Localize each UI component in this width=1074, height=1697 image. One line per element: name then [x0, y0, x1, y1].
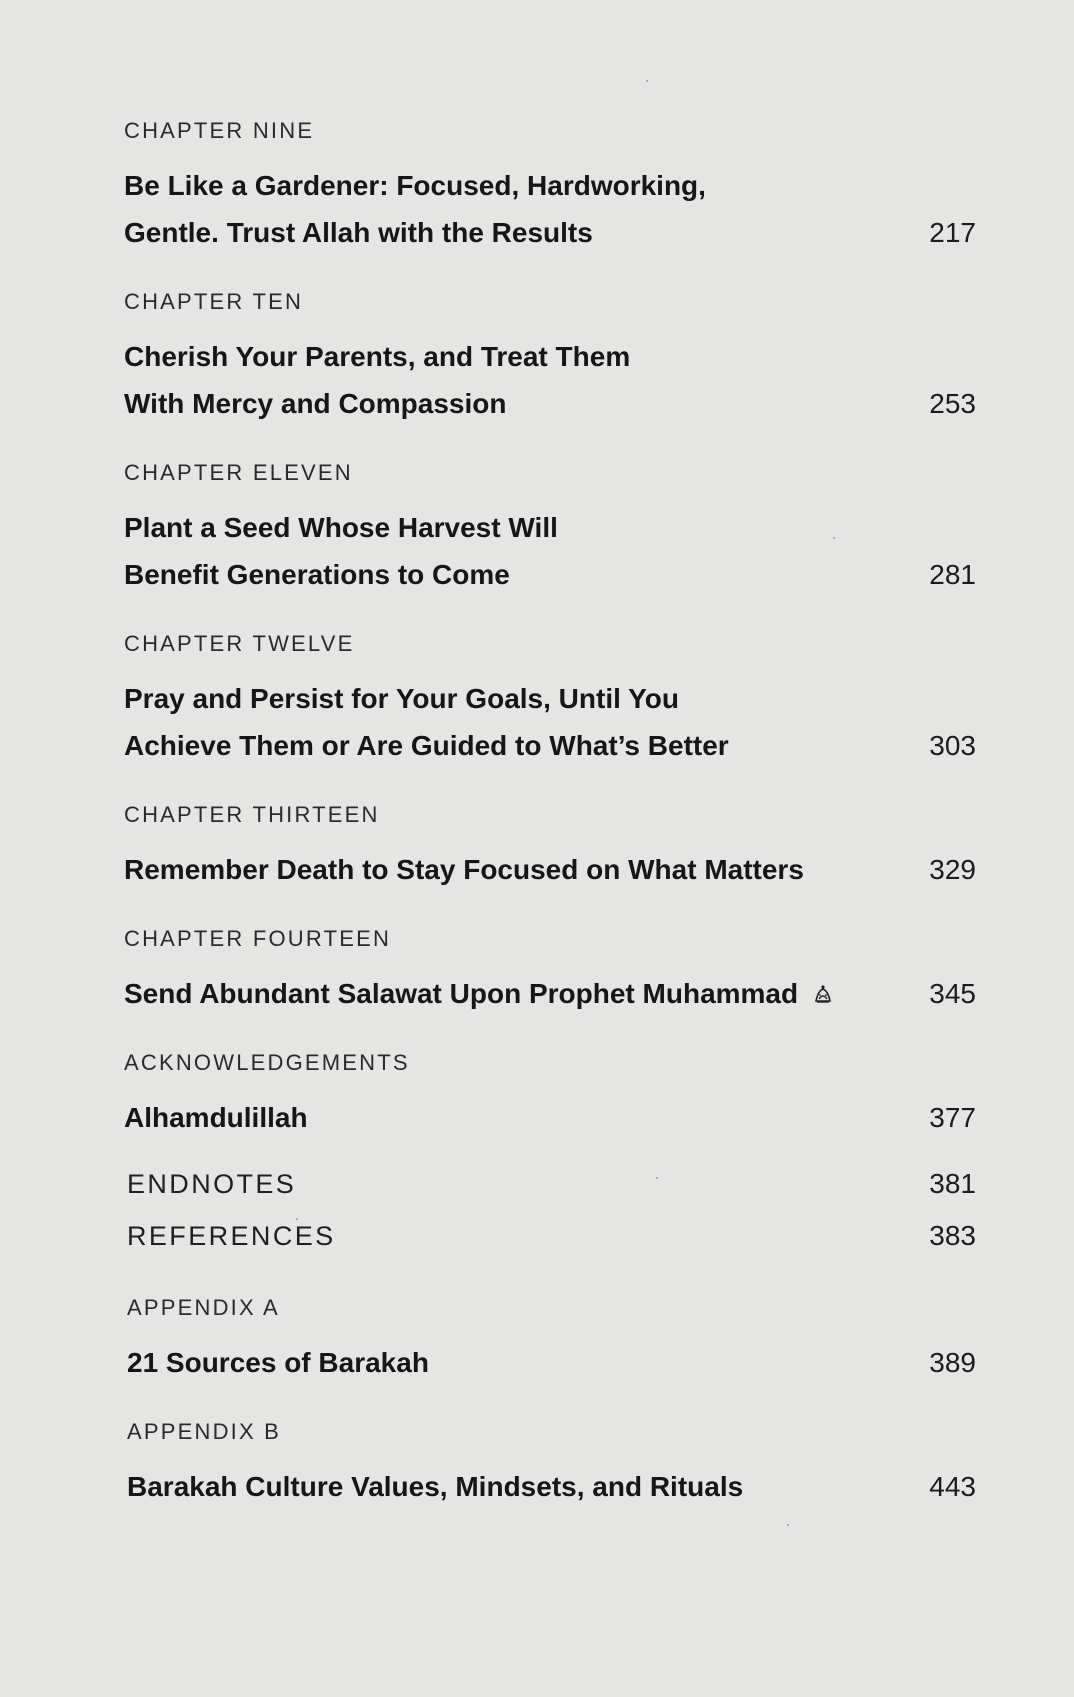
chapter-title-text: Be Like a Gardener: Focused, Hardworking,: [124, 170, 706, 201]
toc-entry-chapter-ten: [124, 287, 976, 427]
toc-entry-appendix-b: [127, 1417, 976, 1510]
section-title-text: Alhamdulillah: [124, 1102, 308, 1133]
toc-entry-chapter-fourteen: [124, 924, 976, 1017]
toc-entry-endnotes: [127, 1164, 976, 1204]
references-title: REFERENCES: [127, 1221, 336, 1251]
salawat-honorific-icon: [812, 983, 834, 1005]
page-number: 345: [929, 978, 976, 1009]
chapter-title-line: [124, 675, 976, 722]
page-number: 383: [929, 1220, 976, 1251]
chapter-title-line: [124, 551, 976, 598]
page-number: 381: [929, 1168, 976, 1199]
chapter-label: CHAPTER ELEVEN: [124, 460, 353, 485]
page-number: 443: [929, 1471, 976, 1502]
page-number: 217: [929, 217, 976, 248]
toc-entry-chapter-thirteen: [124, 800, 976, 893]
chapter-title-line: [124, 970, 976, 1017]
toc-entry-chapter-twelve: [124, 629, 976, 769]
appendix-label: APPENDIX A: [127, 1295, 280, 1320]
appendix-title-line: [127, 1339, 976, 1386]
chapter-title-text: Remember Death to Stay Focused on What Matters: [124, 854, 804, 885]
appendix-title-line: [127, 1463, 976, 1510]
appendix-title-text: 21 Sources of Barakah: [127, 1347, 429, 1378]
chapter-label: CHAPTER NINE: [124, 118, 315, 143]
chapter-title-line: [124, 380, 976, 427]
chapter-label: CHAPTER THIRTEEN: [124, 802, 380, 827]
toc-entry-appendix-a: [127, 1293, 976, 1386]
section-title-line: [124, 1094, 976, 1141]
section-label: ACKNOWLEDGEMENTS: [124, 1050, 410, 1075]
chapter-title-line: [124, 846, 976, 893]
paper-speck: [787, 1524, 789, 1526]
paper-speck: [646, 80, 648, 82]
endnotes-title: ENDNOTES: [127, 1169, 297, 1199]
chapter-title-line: [124, 333, 976, 380]
chapter-title-text: Plant a Seed Whose Harvest Will: [124, 512, 558, 543]
chapter-title-text: Send Abundant Salawat Upon Prophet Muhammad: [124, 978, 799, 1009]
toc-entry-chapter-nine: [124, 116, 976, 256]
chapter-title-text: Pray and Persist for Your Goals, Until You: [124, 683, 679, 714]
appendix-title-text: Barakah Culture Values, Mindsets, and Rituals: [127, 1471, 744, 1502]
chapter-title-line: [124, 722, 976, 769]
chapter-title-text: With Mercy and Compassion: [124, 388, 507, 419]
chapter-title-line: [124, 209, 976, 256]
page-number: 281: [929, 559, 976, 590]
page-number: 253: [929, 388, 976, 419]
chapter-label: CHAPTER TWELVE: [124, 631, 355, 656]
appendix-label: APPENDIX B: [127, 1419, 282, 1444]
chapter-title-text: Achieve Them or Are Guided to What’s Better: [124, 730, 729, 761]
toc-entry-references: [127, 1216, 976, 1256]
paper-speck: [656, 1177, 658, 1179]
paper-speck: [296, 1218, 298, 1220]
toc-entry-chapter-eleven: [124, 458, 976, 598]
chapter-title-text: Benefit Generations to Come: [124, 559, 510, 590]
chapter-title-line: [124, 504, 976, 551]
chapter-title-text: Gentle. Trust Allah with the Results: [124, 217, 593, 248]
chapter-label: CHAPTER TEN: [124, 289, 304, 314]
chapter-title-line: [124, 162, 976, 209]
paper-speck: [833, 537, 835, 539]
toc-entry-acknowledgements: [124, 1048, 976, 1141]
chapter-title-text: Cherish Your Parents, and Treat Them: [124, 341, 631, 372]
page-number: 329: [929, 854, 976, 885]
page-number: 377: [929, 1102, 976, 1133]
page-number: 389: [929, 1347, 976, 1378]
page-number: 303: [929, 730, 976, 761]
chapter-label: CHAPTER FOURTEEN: [124, 926, 392, 951]
